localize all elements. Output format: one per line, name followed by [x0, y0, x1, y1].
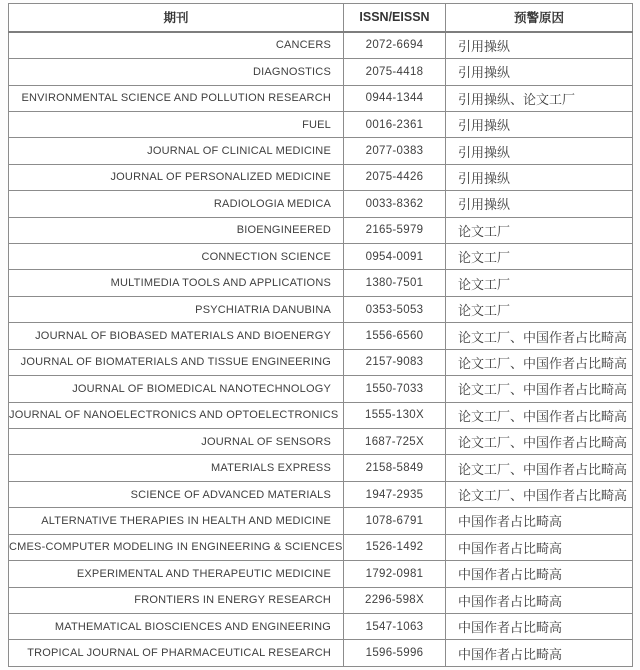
table-row — [9, 455, 633, 481]
table-row — [9, 402, 633, 428]
issn-cell: 1078-6791 — [344, 508, 446, 534]
reason-cell: 引用操纵 — [446, 111, 633, 137]
journal-cell: JOURNAL OF BIOMEDICAL NANOTECHNOLOGY — [9, 376, 344, 402]
journal-cell: JOURNAL OF NANOELECTRONICS AND OPTOELECTRONICS — [9, 402, 344, 428]
reason-cell: 论文工厂、中国作者占比畸高 — [446, 481, 633, 507]
table-row — [9, 244, 633, 270]
table-row — [9, 32, 633, 59]
reason-cell: 论文工厂 — [446, 217, 633, 243]
issn-cell: 1947-2935 — [344, 481, 446, 507]
column-header-journal: 期刊 — [9, 4, 344, 32]
issn-cell: 2296-598X — [344, 587, 446, 613]
reason-cell: 中国作者占比畸高 — [446, 508, 633, 534]
issn-cell: 1547-1063 — [344, 613, 446, 639]
issn-cell: 2075-4426 — [344, 164, 446, 190]
issn-cell: 0016-2361 — [344, 111, 446, 137]
journal-cell: MATHEMATICAL BIOSCIENCES AND ENGINEERING — [9, 613, 344, 639]
table-row — [9, 640, 633, 667]
journal-cell: JOURNAL OF BIOBASED MATERIALS AND BIOENERGY — [9, 323, 344, 349]
table-row — [9, 296, 633, 322]
journal-cell: DIAGNOSTICS — [9, 59, 344, 85]
reason-cell: 论文工厂 — [446, 244, 633, 270]
table-row — [9, 59, 633, 85]
issn-cell: 1556-6560 — [344, 323, 446, 349]
issn-cell: 1596-5996 — [344, 640, 446, 667]
reason-cell: 中国作者占比畸高 — [446, 534, 633, 560]
table-row — [9, 217, 633, 243]
column-header-reason: 预警原因 — [446, 4, 633, 32]
journal-cell: JOURNAL OF CLINICAL MEDICINE — [9, 138, 344, 164]
reason-cell: 引用操纵、论文工厂 — [446, 85, 633, 111]
journal-cell: CANCERS — [9, 32, 344, 59]
reason-cell: 中国作者占比畸高 — [446, 587, 633, 613]
issn-cell: 2158-5849 — [344, 455, 446, 481]
issn-cell: 2165-5979 — [344, 217, 446, 243]
reason-cell: 引用操纵 — [446, 59, 633, 85]
journal-cell: CONNECTION SCIENCE — [9, 244, 344, 270]
table-row — [9, 428, 633, 454]
issn-cell: 1526-1492 — [344, 534, 446, 560]
table-row — [9, 85, 633, 111]
journal-cell: RADIOLOGIA MEDICA — [9, 191, 344, 217]
journal-cell: ENVIRONMENTAL SCIENCE AND POLLUTION RESEARCH — [9, 85, 344, 111]
reason-cell: 引用操纵 — [446, 138, 633, 164]
reason-cell: 论文工厂、中国作者占比畸高 — [446, 402, 633, 428]
table-row — [9, 481, 633, 507]
issn-cell: 1792-0981 — [344, 561, 446, 587]
table-row — [9, 376, 633, 402]
table-row — [9, 323, 633, 349]
reason-cell: 论文工厂、中国作者占比畸高 — [446, 455, 633, 481]
table-row — [9, 111, 633, 137]
journal-cell: BIOENGINEERED — [9, 217, 344, 243]
reason-cell: 引用操纵 — [446, 164, 633, 190]
reason-cell: 中国作者占比畸高 — [446, 640, 633, 667]
journal-cell: JOURNAL OF BIOMATERIALS AND TISSUE ENGINEERING — [9, 349, 344, 375]
issn-cell: 0944-1344 — [344, 85, 446, 111]
reason-cell: 论文工厂、中国作者占比畸高 — [446, 349, 633, 375]
journal-cell: MATERIALS EXPRESS — [9, 455, 344, 481]
issn-cell: 1380-7501 — [344, 270, 446, 296]
table-header-row — [9, 4, 633, 32]
reason-cell: 引用操纵 — [446, 32, 633, 59]
reason-cell: 论文工厂、中国作者占比畸高 — [446, 428, 633, 454]
issn-cell: 2075-4418 — [344, 59, 446, 85]
table-row — [9, 587, 633, 613]
journal-cell: ALTERNATIVE THERAPIES IN HEALTH AND MEDICINE — [9, 508, 344, 534]
journal-cell: FRONTIERS IN ENERGY RESEARCH — [9, 587, 344, 613]
table-row — [9, 508, 633, 534]
journal-cell: EXPERIMENTAL AND THERAPEUTIC MEDICINE — [9, 561, 344, 587]
table-row — [9, 270, 633, 296]
journal-cell: MULTIMEDIA TOOLS AND APPLICATIONS — [9, 270, 344, 296]
reason-cell: 论文工厂 — [446, 270, 633, 296]
journal-cell: FUEL — [9, 111, 344, 137]
issn-cell: 1550-7033 — [344, 376, 446, 402]
table-row — [9, 613, 633, 639]
issn-cell: 0954-0091 — [344, 244, 446, 270]
journal-cell: JOURNAL OF SENSORS — [9, 428, 344, 454]
table-row — [9, 164, 633, 190]
column-header-issn: ISSN/EISSN — [344, 4, 446, 32]
journal-cell: CMES-COMPUTER MODELING IN ENGINEERING & SCIENCES — [9, 534, 344, 560]
issn-cell: 1555-130X — [344, 402, 446, 428]
reason-cell: 论文工厂、中国作者占比畸高 — [446, 323, 633, 349]
reason-cell: 论文工厂、中国作者占比畸高 — [446, 376, 633, 402]
table-row — [9, 534, 633, 560]
table-row — [9, 561, 633, 587]
table-body — [9, 32, 633, 667]
table-row — [9, 138, 633, 164]
issn-cell: 0033-8362 — [344, 191, 446, 217]
reason-cell: 中国作者占比畸高 — [446, 561, 633, 587]
reason-cell: 论文工厂 — [446, 296, 633, 322]
issn-cell: 2157-9083 — [344, 349, 446, 375]
journal-cell: SCIENCE OF ADVANCED MATERIALS — [9, 481, 344, 507]
table-row — [9, 349, 633, 375]
issn-cell: 2072-6694 — [344, 32, 446, 59]
reason-cell: 中国作者占比畸高 — [446, 613, 633, 639]
journal-cell: JOURNAL OF PERSONALIZED MEDICINE — [9, 164, 344, 190]
journal-cell: PSYCHIATRIA DANUBINA — [9, 296, 344, 322]
table-row — [9, 191, 633, 217]
issn-cell: 0353-5053 — [344, 296, 446, 322]
issn-cell: 2077-0383 — [344, 138, 446, 164]
journal-warning-table — [8, 3, 633, 667]
reason-cell: 引用操纵 — [446, 191, 633, 217]
journal-cell: TROPICAL JOURNAL OF PHARMACEUTICAL RESEARCH — [9, 640, 344, 667]
issn-cell: 1687-725X — [344, 428, 446, 454]
